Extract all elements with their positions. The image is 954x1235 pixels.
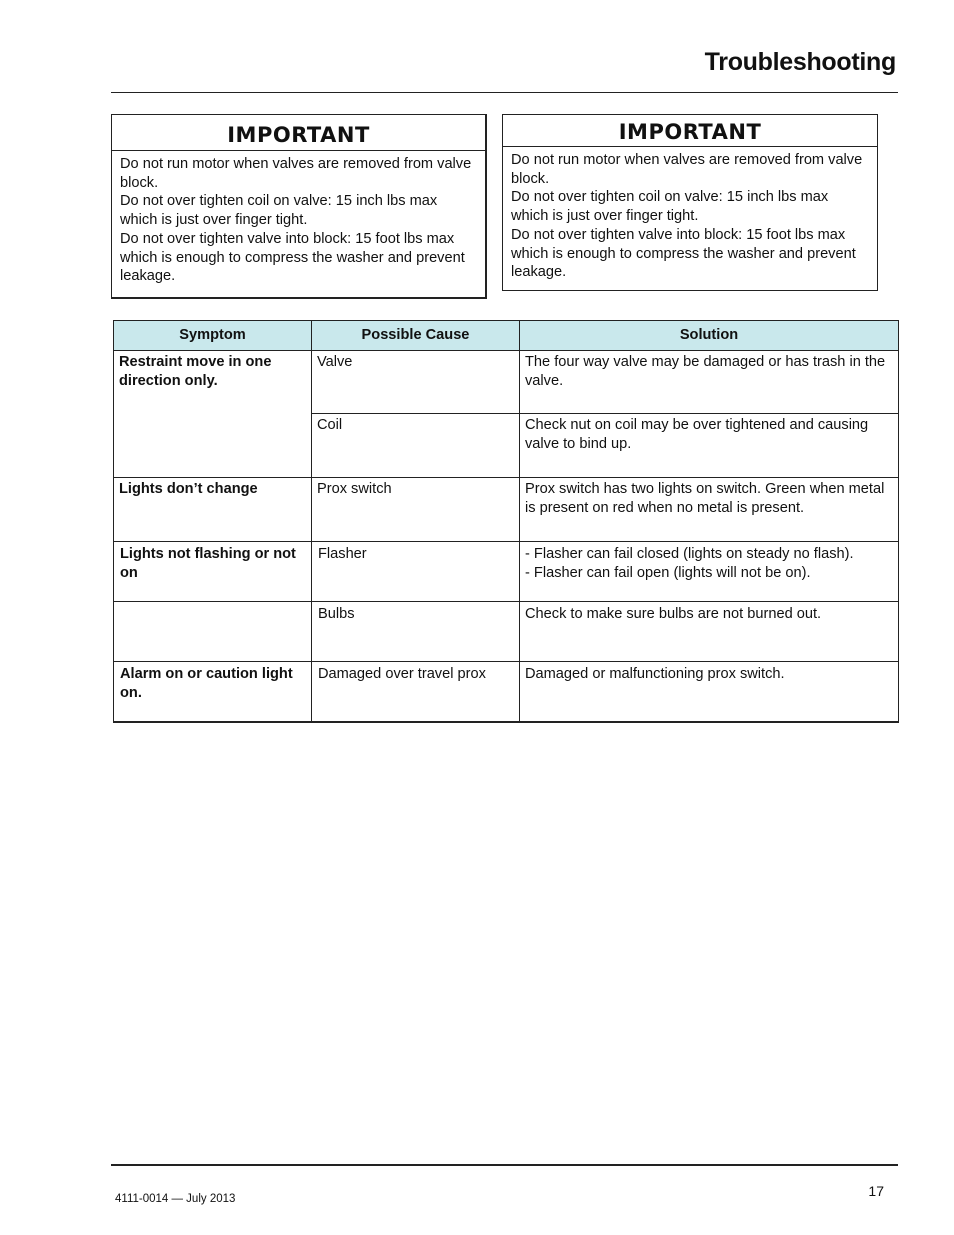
important-notice-right [502,114,878,291]
table-row [114,542,899,602]
important-line: Do not over tighten valve into block: 15 foot lbs max which is enough to compress the washer and prevent leakage. [511,226,856,281]
important-line: Do not run motor when valves are removed from valve block. [511,152,863,187]
table-header-row [114,321,899,351]
important-body [112,151,485,286]
header-possible-cause: Possible Cause [312,321,520,351]
important-notice-left [111,114,487,299]
symptom-cell: Lights not flashing or not on [114,542,312,602]
table-row [114,662,899,723]
important-line: Do not run motor when valves are removed from valve block. [120,156,472,191]
solution-cell: Prox switch has two lights on switch. Green when metal is present on red when no metal is present. [520,478,899,542]
solution-cell: - Flasher can fail closed (lights on steady no flash). - Flasher can fail open (lights will not be on). [520,542,899,602]
page-number: 17 [868,1183,884,1199]
table-row [114,602,899,662]
symptom-cell: Lights don’t change [114,478,312,542]
symptom-cell [114,602,312,662]
header-solution: Solution [520,321,899,351]
important-heading: IMPORTANT [112,115,485,151]
document-id: 4111-0014 — July 2013 [115,1193,236,1205]
important-heading: IMPORTANT [503,115,877,147]
important-line: Do not over tighten valve into block: 15 foot lbs max which is enough to compress the washer and prevent leakage. [120,230,465,285]
cause-cell: Damaged over travel prox [312,662,520,723]
important-line: Do not over tighten coil on valve: 15 inch lbs max which is just over finger tight. [511,189,829,225]
footer-rule [111,1164,898,1166]
important-line: Do not over tighten coil on valve: 15 inch lbs max which is just over finger tight. [120,193,438,229]
cause-cell: Coil [312,414,520,478]
troubleshooting-table [113,320,899,723]
solution-cell: Damaged or malfunctioning prox switch. [520,662,899,723]
symptom-cell: Alarm on or caution light on. [114,662,312,723]
symptom-cell [114,414,312,478]
solution-cell: Check nut on coil may be over tightened and causing valve to bind up. [520,414,899,478]
table-row [114,351,899,414]
table-row [114,478,899,542]
cause-cell: Flasher [312,542,520,602]
important-body [503,147,877,282]
cause-cell: Bulbs [312,602,520,662]
symptom-cell: Restraint move in one direction only. [114,351,312,414]
page-title: Troubleshooting [704,48,896,76]
header-rule [111,92,898,93]
header-symptom: Symptom [114,321,312,351]
cause-cell: Prox switch [312,478,520,542]
cause-cell: Valve [312,351,520,414]
solution-cell: The four way valve may be damaged or has trash in the valve. [520,351,899,414]
table-row [114,414,899,478]
solution-cell: Check to make sure bulbs are not burned out. [520,602,899,662]
